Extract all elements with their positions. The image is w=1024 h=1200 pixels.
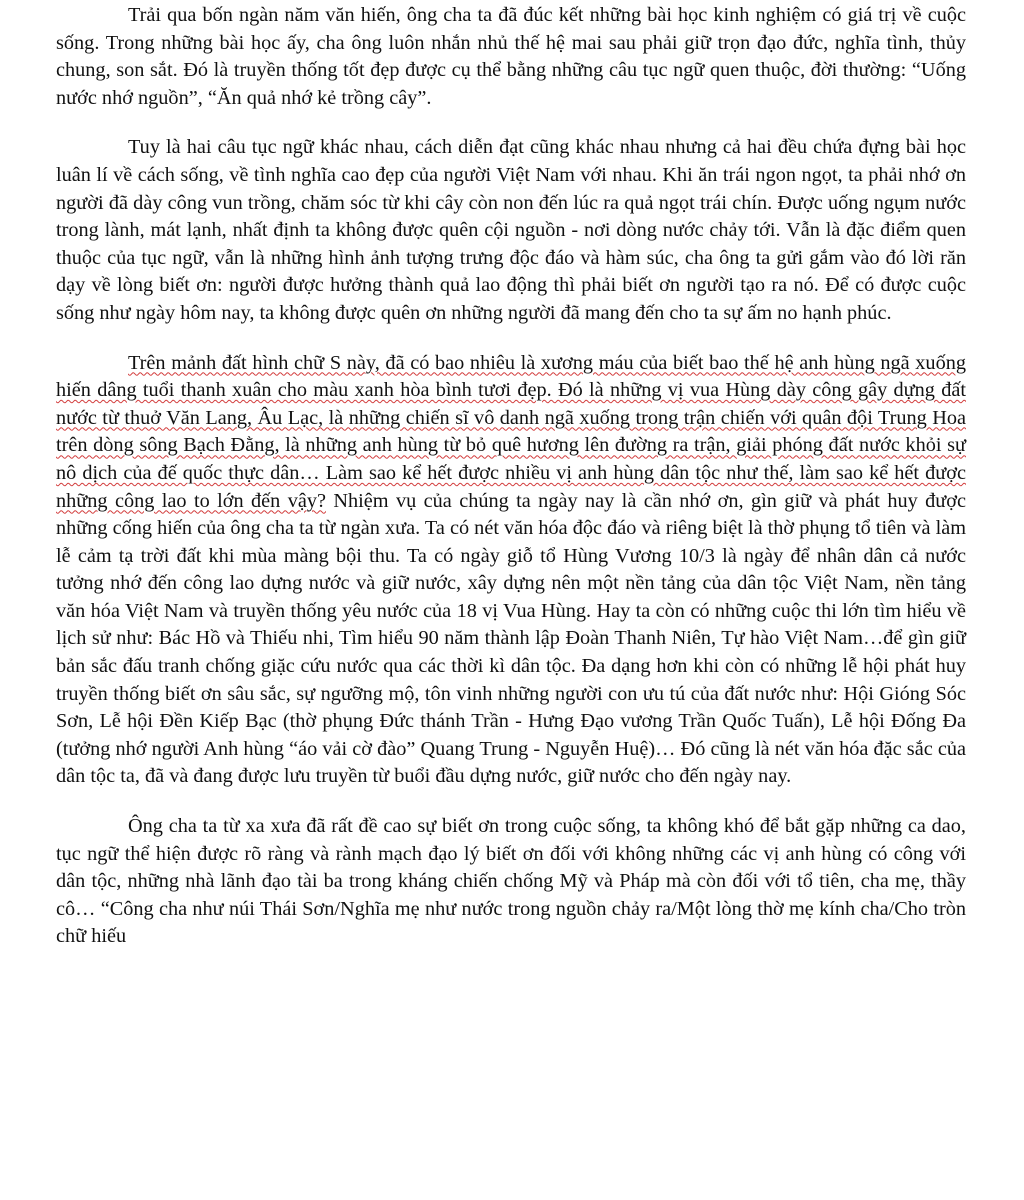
- paragraph-1: Trải qua bốn ngàn năm văn hiến, ông cha ta đã đúc kết những bài học kinh nghiệm có giá trị về cuộc sống. Trong những bài học ấy, cha ông luôn nhắn nhủ thế hệ mai sau phải giữ trọn đạo đức, nghĩa tình, thủy chung, son sắt. Đó là truyền thống tốt đẹp được cụ thể bằng những câu tục ngữ quen thuộc, đời thường: “Uống nước nhớ nguồn”, “Ăn quả nhớ kẻ trồng cây”.: [56, 4, 966, 109]
- paragraph-3: [56, 350, 966, 792]
- document-page: [56, 2, 966, 951]
- paragraph-2: Tuy là hai câu tục ngữ khác nhau, cách diễn đạt cũng khác nhau nhưng cả hai đều chứa đựng bài học luân lí về cách sống, về tình nghĩa cao đẹp của người Việt Nam với nhau. Khi ăn trái ngon ngọt, ta phải nhớ ơn người đã dày công vun trồng, chăm sóc từ khi cây còn non đến lúc ra quả ngọt trái chín. Được uống ngụm nước trong lành, mát lạnh, nhất định ta không được quên cội nguồn - nơi dòng nước chảy tới. Vẫn là đặc điểm quen thuộc của tục ngữ, vẫn là những hình ảnh tượng trưng độc đáo và hàm súc, cha ông ta gửi gắm vào đó lời răn dạy về lòng biết ơn: người được hưởng thành quả lao động thì phải biết ơn người tạo ra nó. Để có được cuộc sống như ngày hôm nay, ta không được quên ơn những người đã mang đến cho ta sự ấm no hạnh phúc.: [56, 136, 966, 324]
- paragraph-3-rest: Nhiệm vụ của chúng ta ngày nay là cần nhớ ơn, gìn giữ và phát huy được những cống hiến của ông cha ta từ ngàn xưa. Ta có nét văn hóa độc đáo và riêng biệt là thờ phụng tổ tiên và làm lễ cảm tạ trời đất khi mùa màng bội thu. Ta có ngày giỗ tổ Hùng Vương 10/3 là ngày để nhân dân cả nước tưởng nhớ đến công lao dựng nước và giữ nước, xây dựng nên một nền tảng của dân tộc Việt Nam, nền tảng văn hóa Việt Nam và truyền thống yêu nước của 18 vị Vua Hùng. Hay ta còn có những cuộc thi lớn tìm hiểu về lịch sử như: Bác Hồ và Thiếu nhi, Tìm hiểu 90 năm thành lập Đoàn Thanh Niên, Tự hào Việt Nam…để gìn giữ bản sắc đấu tranh chống giặc cứu nước qua các thời kì dân tộc. Đa dạng hơn khi còn có những lễ hội phát huy truyền thống biết ơn sâu sắc, sự ngưỡng mộ, tôn vinh những người con ưu tú của đất nước như: Hội Gióng Sóc Sơn, Lễ hội Đền Kiếp Bạc (thờ phụng Đức thánh Trần - Hưng Đạo vương Trần Quốc Tuấn), Lễ hội Đống Đa (tưởng nhớ người Anh hùng “áo vải cờ đào” Quang Trung - Nguyễn Huệ)… Đó cũng là nét văn hóa đặc sắc của dân tộc ta, đã và đang được lưu truyền từ buổi đầu dựng nước, giữ nước cho đến ngày nay.: [56, 489, 966, 788]
- paragraph-4: Ông cha ta từ xa xưa đã rất đề cao sự biết ơn trong cuộc sống, ta không khó để bắt gặp những ca dao, tục ngữ thể hiện được rõ ràng và rành mạch đạo lý biết ơn đối với không những các vị anh hùng có công với dân tộc, những nhà lãnh đạo tài ba trong kháng chiến chống Mỹ và Pháp mà còn đối với tổ tiên, cha mẹ, thầy cô… “Công cha như núi Thái Sơn/Nghĩa mẹ như nước trong nguồn chảy ra/Một lòng thờ mẹ kính cha/Cho tròn chữ hiếu: [56, 815, 966, 948]
- spellcheck-underlined-text: Trên mảnh đất hình chữ S này, đã có bao nhiêu là xương máu của biết bao thế hệ anh hùng ngã xuống hiến dâng tuổi thanh xuân cho màu xanh hòa bình tươi đẹp. Đó là những vị vua Hùng dày công gây dựng đất nước từ thuở Văn Lang, Âu Lạc, là những chiến sĩ vô danh ngã xuống trong trận chiến với quân đội Trung Hoa trên dòng sông Bạch Đằng, là những anh hùng từ bỏ quê hương lên đường ra trận, giải phóng đất nước khỏi sự nô dịch của đế quốc thực dân… Làm sao kể hết được nhiều vị anh hùng dân tộc như thế, làm sao kể hết được những công lao to lớn đến vậy?: [56, 351, 966, 512]
